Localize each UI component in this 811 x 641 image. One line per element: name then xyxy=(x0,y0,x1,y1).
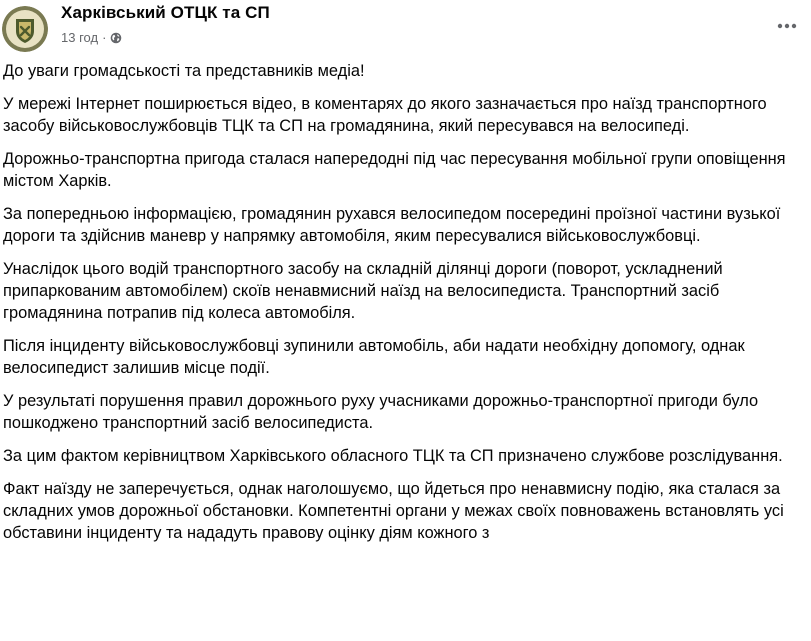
more-options-button[interactable] xyxy=(769,8,805,44)
post-paragraph: Факт наїзду не заперечується, однак наголошуємо, що йдеться про ненавмисну подію, яка сталася за складних умов дорожньої обстановки. Компетентні органи у межах своїх повноважень встановлять усі обставини інциденту та нададуть правову оцінку діям кожного з xyxy=(3,480,784,542)
page-name[interactable]: Харківський ОТЦК та СП xyxy=(61,3,270,22)
post-timestamp[interactable]: 13 год xyxy=(61,30,99,45)
avatar-emblem-icon xyxy=(2,6,48,52)
meta-separator: · xyxy=(102,30,107,45)
post-meta xyxy=(61,30,122,45)
post-paragraph: У результаті порушення правил дорожнього руху учасниками дорожньо-транспортної пригоди було пошкоджено транспортний засіб велосипедиста. xyxy=(3,392,759,432)
post-paragraph: Дорожньо-транспортна пригода сталася напередодні під час пересування мобільної групи оповіщення містом Харків. xyxy=(3,150,786,190)
post-paragraph: За цим фактом керівництвом Харківського обласного ТЦК та СП призначено службове розслідування. xyxy=(3,447,783,465)
post-paragraph: Унаслідок цього водій транспортного засобу на складній ділянці дороги (поворот, ускладнений припаркованим автомобілем) скоїв ненавмисний наїзд на велосипедиста. Транспортний засіб громадянина потрапив під колеса автомобіля. xyxy=(3,260,723,322)
page-avatar[interactable] xyxy=(2,6,48,52)
more-dots-icon xyxy=(777,23,797,29)
post-paragraph: Після інциденту військовослужбовці зупинили автомобіль, аби надати необхідну допомогу, однак велосипедист залишив місце події. xyxy=(3,337,745,377)
globe-icon xyxy=(110,32,122,44)
post-paragraph: До уваги громадськості та представників медіа! xyxy=(3,62,365,80)
post-header xyxy=(0,0,811,58)
post-text xyxy=(3,60,809,555)
post-paragraph: За попередньою інформацією, громадянин рухався велосипедом посередині проїзної частини вузької дороги та здійснив маневр у напрямку автомобіля, яким пересувалися військовослужбовці. xyxy=(3,205,781,245)
post-paragraph: У мережі Інтернет поширюється відео, в коментарях до якого зазначається про наїзд транспортного засобу військовослужбовців ТЦК та СП на громадянина, який пересувався на велосипеді. xyxy=(3,95,767,135)
